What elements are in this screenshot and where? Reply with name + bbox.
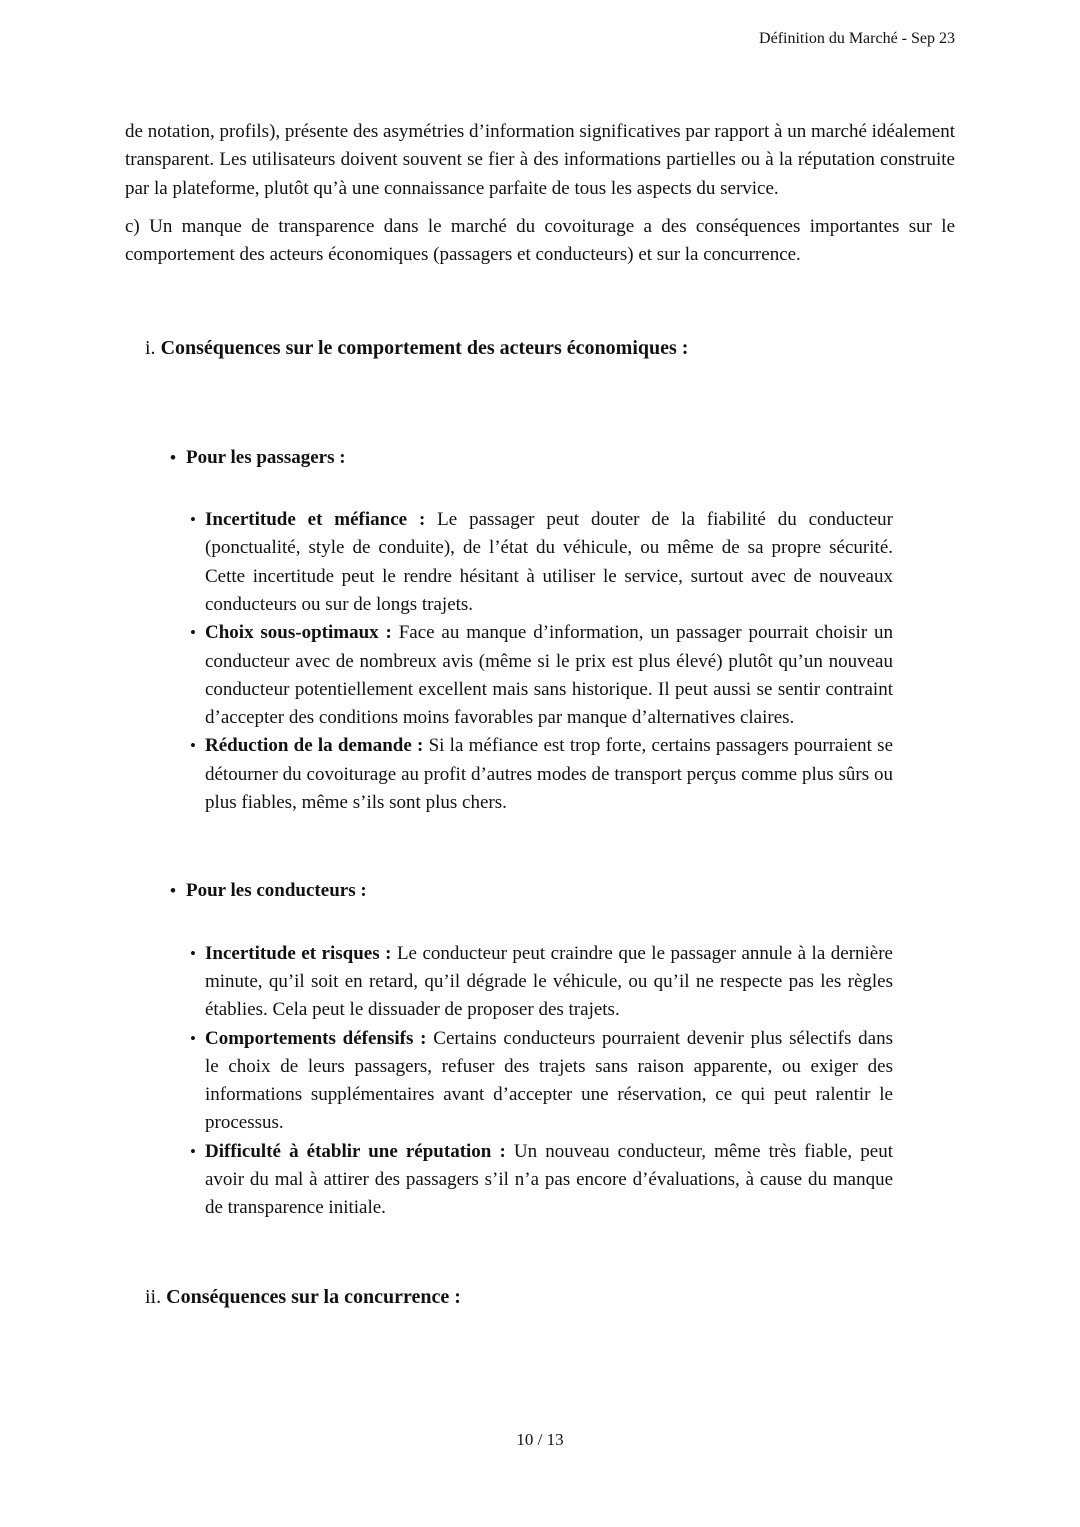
- item-body: Le passager peut douter de la fiabilité du conducteur (ponctualité, style de conduite), de l’état du véhicule, ou même de sa propre sécurité. Cette incertitude peut le rendre hésitant à utiliser le service, surtout avec de nouveaux conducteurs ou sur de longs trajets.: [205, 509, 893, 615]
- item-term: Choix sous-optimaux :: [205, 622, 392, 644]
- group-heading-label: Pour les conducteurs :: [186, 880, 367, 902]
- list-item: [190, 619, 893, 732]
- bullet-icon: •: [170, 447, 176, 467]
- list-item-text: [205, 1138, 893, 1223]
- list-item-text: [205, 506, 893, 619]
- item-body: Le conducteur peut craindre que le passager annule à la dernière minute, qu’il soit en retard, qu’il dégrade le véhicule, ou qu’il ne respecte pas les règles établies. Cela peut le dissuader de proposer des trajets.: [205, 942, 893, 1021]
- page-header: [0, 0, 1080, 50]
- passagers-sublist: [125, 506, 955, 817]
- header-title: Définition du Marché - Sep 23: [759, 30, 955, 47]
- section-numeral: ii.: [145, 1285, 162, 1308]
- list-item-text: [205, 940, 893, 1025]
- bullet-icon: •: [190, 1141, 196, 1161]
- item-term: Réduction de la demande :: [205, 735, 424, 757]
- conducteurs-sublist: [125, 940, 955, 1223]
- item-body: Un nouveau conducteur, même très fiable, peut avoir du mal à attirer des passagers s’il n’a pas encore d’évaluations, à cause du manque de transparence initiale.: [205, 1140, 893, 1219]
- document-body: [0, 118, 1080, 1311]
- bullet-icon: •: [190, 510, 196, 530]
- list-item-passagers: [170, 444, 955, 472]
- item-body: Certains conducteurs pourraient devenir plus sélectifs dans le choix de leurs passagers, refuser des trajets sans raison apparente, ou exiger des informations supplémentaires avant d’accepter une réservation, ce qui peut ralentir le processus.: [205, 1027, 893, 1134]
- item-term: Incertitude et méfiance :: [205, 509, 426, 531]
- paragraph-point-c: c) Un manque de transparence dans le marché du covoiturage a des conséquences importantes sur le comportement des acteurs économiques (passagers et conducteurs) et sur la concurrence.: [125, 215, 955, 266]
- bullet-icon: •: [190, 736, 196, 756]
- section-heading-ii: [125, 1283, 955, 1311]
- bullet-icon: •: [190, 943, 196, 963]
- paragraph-intro: de notation, profils), présente des asymétries d’information significatives par rapport à un marché idéalement transparent. Les utilisateurs doivent souvent se fier à des informations partielles ou à la réputation construite par la plateforme, plutôt qu’à une connaissance parfaite de tous les aspects du service.: [125, 121, 955, 199]
- group-heading-label: Pour les passagers :: [186, 446, 346, 468]
- item-body: Face au manque d’information, un passager pourrait choisir un conducteur avec de nombreux avis (même si le prix est plus élevé) plutôt qu’un nouveau conducteur potentiellement excellent mais sans historique. Il peut aussi se sentir contraint d’accepter des conditions moins favorables par manque d’alternatives claires.: [205, 622, 893, 729]
- list-item: [190, 1138, 893, 1223]
- list-item-text: [205, 619, 893, 732]
- bullet-icon: •: [170, 881, 176, 901]
- section-numeral: i.: [145, 337, 156, 360]
- list-item-text: [205, 1025, 893, 1138]
- item-body: Si la méfiance est trop forte, certains passagers pourraient se détourner du covoiturage au profit d’autres modes de transport perçus comme plus sûrs ou plus fiables, même s’ils sont plus chers.: [205, 735, 894, 814]
- list-item: [190, 732, 893, 817]
- section-heading-i: [125, 334, 955, 362]
- list-item: [190, 940, 893, 1025]
- page-footer: [0, 1428, 1080, 1452]
- list-item-text: [205, 732, 893, 817]
- section-title: Conséquences sur le comportement des acteurs économiques :: [160, 337, 689, 360]
- list-item: [190, 506, 893, 619]
- page-number: 10 / 13: [516, 1430, 564, 1449]
- section-title: Conséquences sur la concurrence :: [166, 1285, 461, 1308]
- list-item: [190, 1025, 893, 1138]
- bullet-icon: •: [190, 1028, 196, 1048]
- item-term: Incertitude et risques :: [205, 942, 392, 964]
- list-item-conducteurs: [170, 877, 955, 905]
- item-term: Difficulté à établir une réputation :: [205, 1140, 506, 1162]
- item-term: Comportements défensifs :: [205, 1027, 427, 1049]
- bullet-icon: •: [190, 623, 196, 643]
